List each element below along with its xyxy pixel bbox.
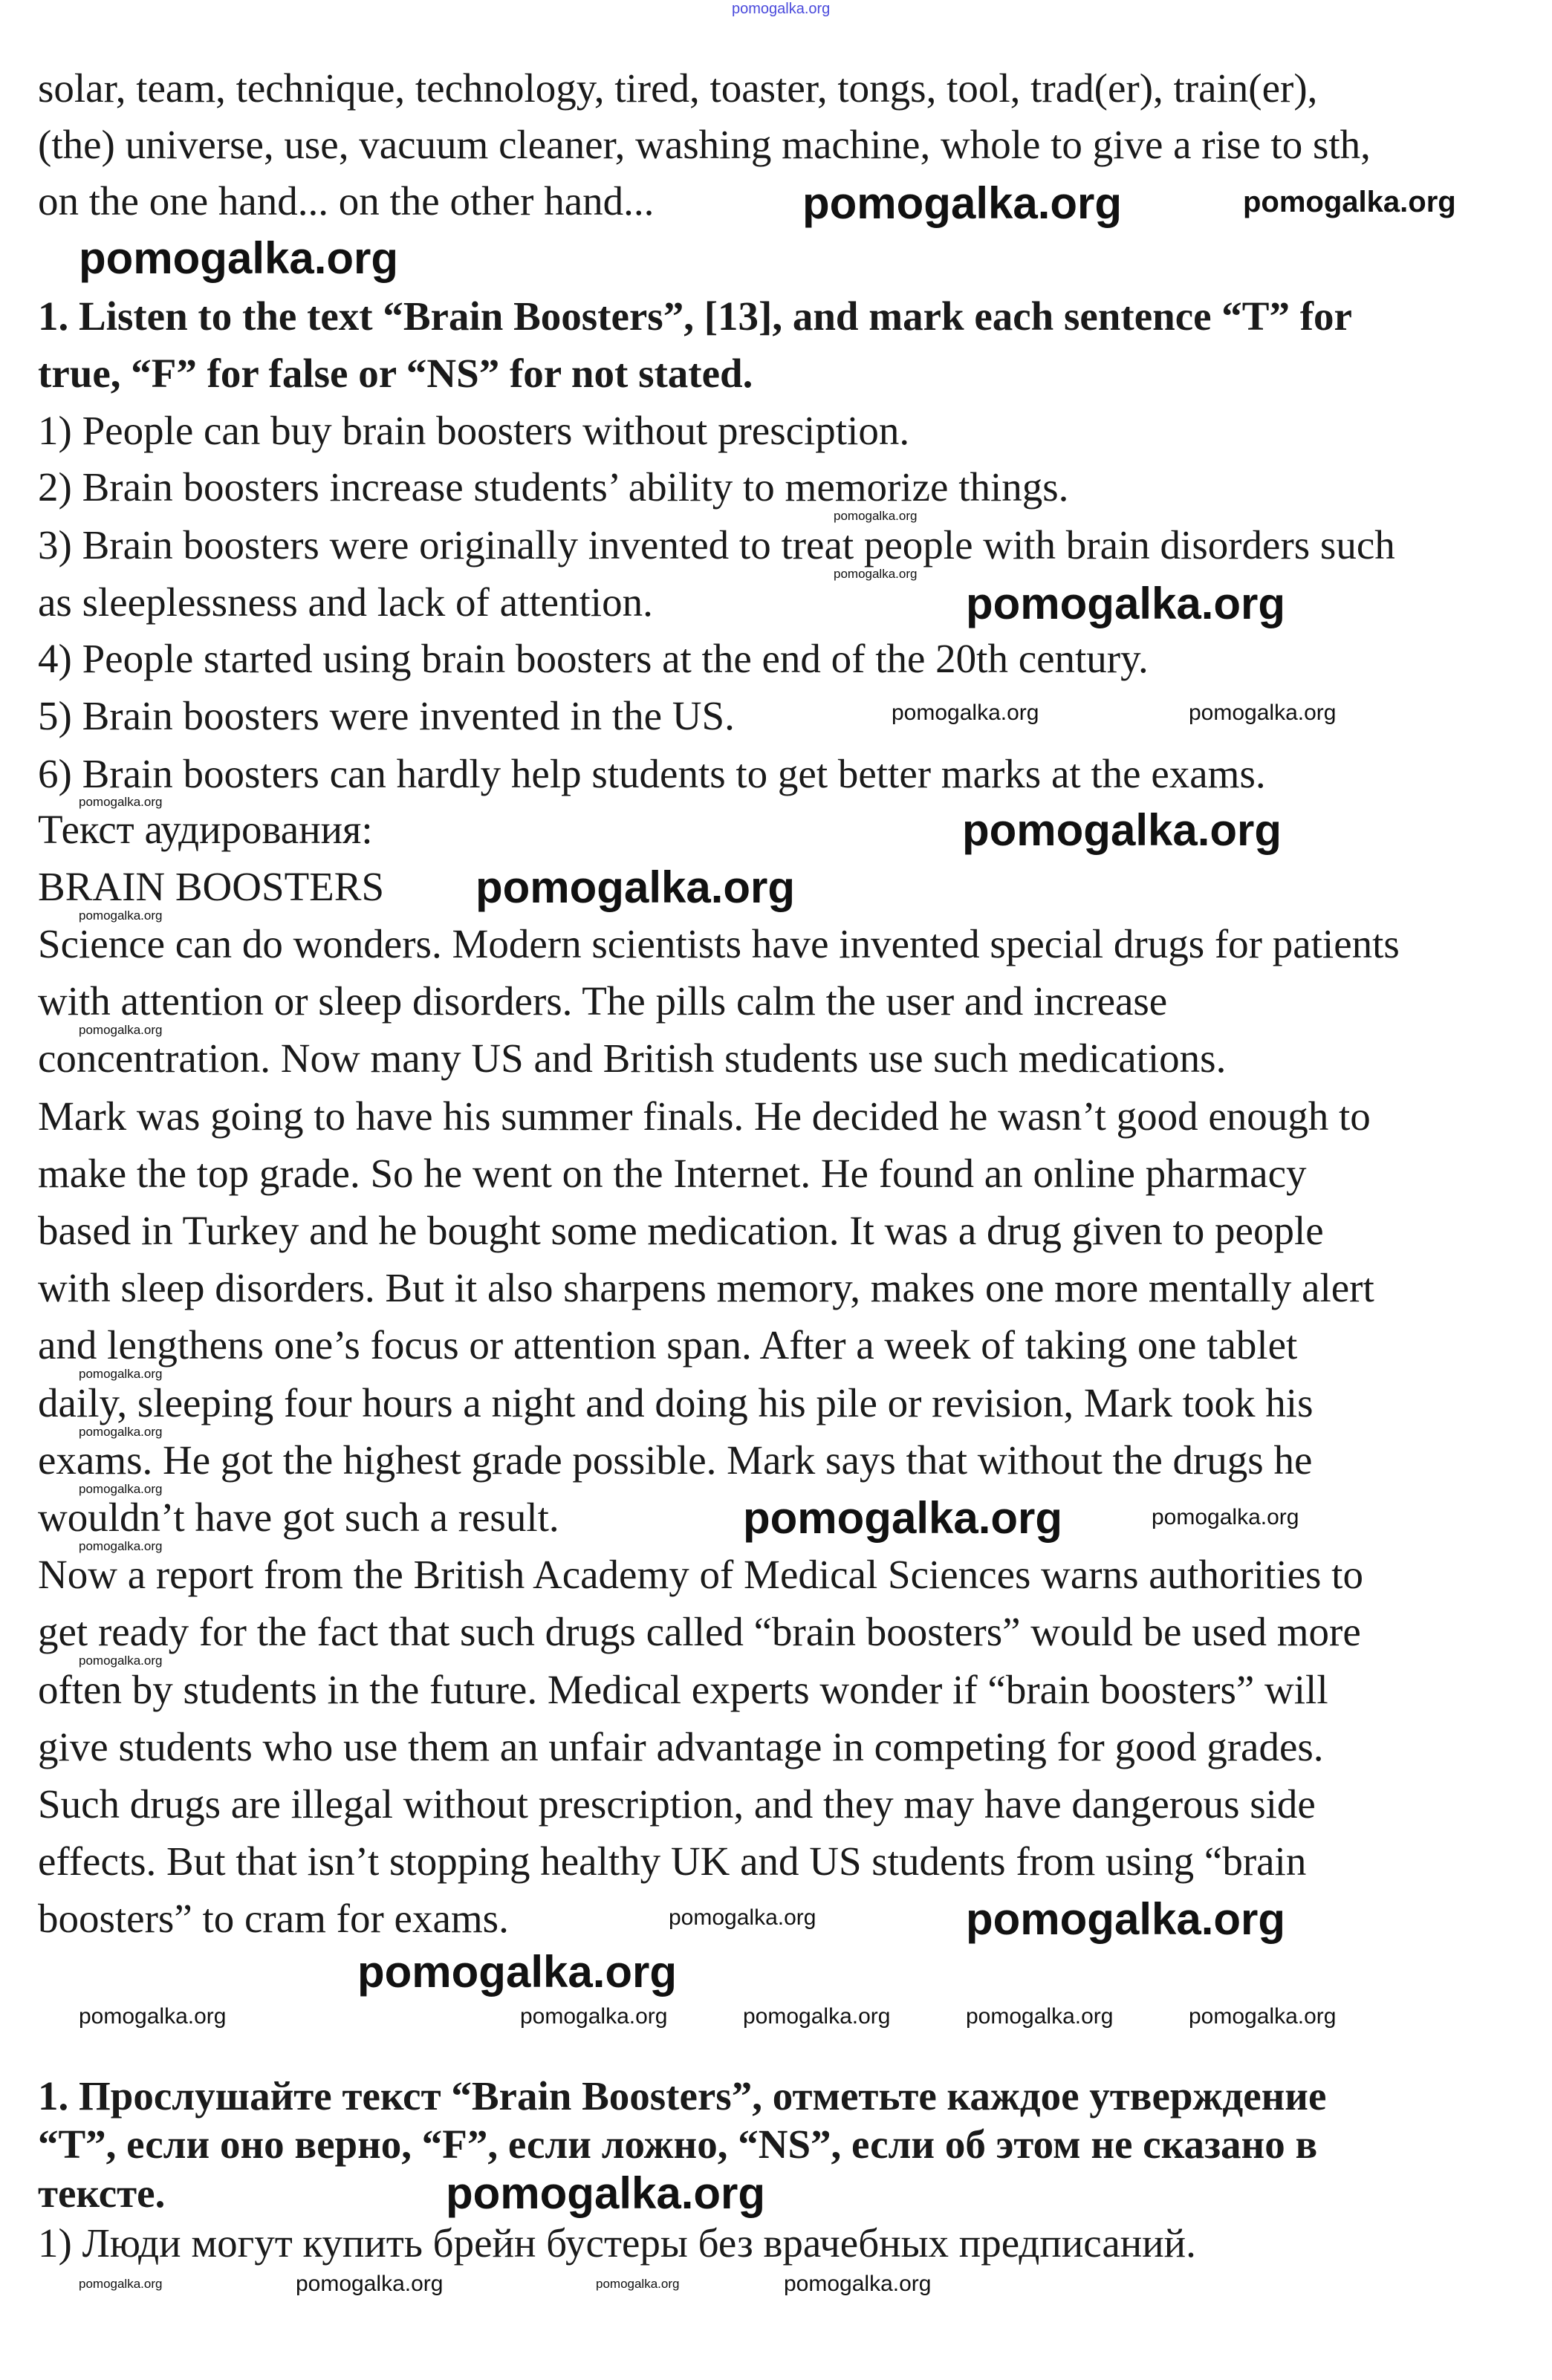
- watermark: pomogalka.org: [966, 579, 1286, 628]
- statement: 3) Brain boosters were originally invented to treat people with brain disorders such: [38, 522, 1395, 568]
- transcript-line: exams. He got the highest grade possible. Mark says that without the drugs he: [38, 1437, 1313, 1483]
- transcript-line: Science can do wonders. Modern scientists have invented special drugs for patients: [38, 921, 1400, 966]
- watermark: pomogalka.org: [446, 2168, 766, 2218]
- watermark: pomogalka.org: [743, 2004, 891, 2029]
- statement: as sleeplessness and lack of attention.: [38, 579, 653, 625]
- transcript-title: BRAIN BOOSTERS: [38, 864, 385, 909]
- watermark: pomogalka.org: [732, 1, 831, 17]
- transcript-line: boosters” to cram for exams.: [38, 1896, 509, 1942]
- watermark: pomogalka.org: [475, 862, 796, 912]
- transcript-line: daily, sleeping four hours a night and doing his pile or revision, Mark took his: [38, 1379, 1314, 1425]
- watermark: pomogalka.org: [79, 1367, 163, 1381]
- task-title: true, “F” for false or “NS” for not stated.: [38, 351, 753, 396]
- watermark: pomogalka.org: [79, 795, 163, 809]
- watermark: pomogalka.org: [79, 1539, 163, 1553]
- watermark: pomogalka.org: [834, 509, 918, 523]
- task-title: 1. Listen to the text “Brain Boosters”, [13], and mark each sentence “T” for: [38, 293, 1352, 339]
- watermark: pomogalka.org: [1189, 700, 1337, 725]
- task-title-ru: “T”, если оно верно, “F”, если ложно, “NS”, если об этом не сказано в: [38, 2121, 1318, 2167]
- transcript-line: with sleep disorders. But it also sharpens memory, makes one more mentally alert: [38, 1265, 1374, 1311]
- transcript-label: Текст аудирования:: [38, 807, 373, 852]
- watermark: pomogalka.org: [962, 805, 1282, 855]
- watermark: pomogalka.org: [79, 233, 399, 283]
- transcript-line: Mark was going to have his summer finals. He decided he wasn’t good enough to: [38, 1093, 1371, 1139]
- watermark: pomogalka.org: [802, 178, 1123, 228]
- transcript-line: often by students in the future. Medical experts wonder if “brain boosters” will: [38, 1666, 1328, 1712]
- watermark: pomogalka.org: [79, 908, 163, 923]
- statement: 5) Brain boosters were invented in the US.: [38, 693, 735, 738]
- watermark: pomogalka.org: [1243, 186, 1456, 218]
- statement: 6) Brain boosters can hardly help students to get better marks at the exams.: [38, 751, 1266, 796]
- watermark: pomogalka.org: [79, 2277, 163, 2291]
- transcript-line: wouldn’t have got such a result.: [38, 1495, 559, 1540]
- watermark: pomogalka.org: [520, 2004, 668, 2029]
- watermark: pomogalka.org: [743, 1493, 1063, 1543]
- watermark: pomogalka.org: [966, 2004, 1114, 2029]
- watermark: pomogalka.org: [784, 2272, 932, 2296]
- transcript-line: concentration. Now many US and British students use such medications.: [38, 1035, 1227, 1082]
- transcript-line: and lengthens one’s focus or attention span. After a week of taking one tablet: [38, 1322, 1298, 1368]
- transcript-line: Such drugs are illegal without prescription, and they may have dangerous side: [38, 1781, 1316, 1827]
- watermark: pomogalka.org: [79, 2004, 227, 2029]
- watermark: pomogalka.org: [79, 1482, 163, 1496]
- statement: 2) Brain boosters increase students’ ability to memorize things.: [38, 464, 1069, 510]
- vocab-line: (the) universe, use, vacuum cleaner, washing machine, whole to give a rise to sth,: [38, 122, 1371, 167]
- transcript-line: Now a report from the British Academy of Medical Sciences warns authorities to: [38, 1552, 1363, 1598]
- watermark: pomogalka.org: [1189, 2004, 1337, 2029]
- watermark: pomogalka.org: [966, 1894, 1286, 1944]
- vocab-line: on the one hand... on the other hand...: [38, 178, 655, 224]
- vocab-line: solar, team, technique, technology, tired, toaster, tongs, tool, trad(er), train(er),: [38, 65, 1318, 111]
- transcript-line: get ready for the fact that such drugs called “brain boosters” would be used more: [38, 1609, 1361, 1655]
- transcript-line: give students who use them an unfair advantage in competing for good grades.: [38, 1723, 1324, 1769]
- watermark: pomogalka.org: [296, 2272, 444, 2296]
- statement: 1) People can buy brain boosters without presciption.: [38, 408, 910, 453]
- transcript-line: make the top grade. So he went on the Internet. He found an online pharmacy: [38, 1150, 1307, 1196]
- watermark: pomogalka.org: [1152, 1505, 1299, 1529]
- statement-ru: 1) Люди могут купить брейн бустеры без врачебных предписаний.: [38, 2220, 1196, 2266]
- watermark: pomogalka.org: [669, 1905, 816, 1930]
- watermark: pomogalka.org: [357, 1947, 678, 1997]
- task-title-ru: 1. Прослушайте текст “Brain Boosters”, отметьте каждое утверждение: [38, 2073, 1327, 2119]
- watermark: pomogalka.org: [834, 567, 918, 581]
- statement: 4) People started using brain boosters at the end of the 20th century.: [38, 636, 1149, 681]
- watermark: pomogalka.org: [79, 1654, 163, 1668]
- watermark: pomogalka.org: [79, 1023, 163, 1037]
- watermark: pomogalka.org: [596, 2277, 680, 2291]
- watermark: pomogalka.org: [892, 700, 1039, 725]
- transcript-line: with attention or sleep disorders. The pills calm the user and increase: [38, 978, 1168, 1024]
- transcript-line: based in Turkey and he bought some medication. It was a drug given to people: [38, 1208, 1324, 1253]
- transcript-line: effects. But that isn’t stopping healthy UK and US students from using “brain: [38, 1838, 1307, 1885]
- task-title-ru: тексте.: [38, 2171, 166, 2216]
- watermark: pomogalka.org: [79, 1425, 163, 1439]
